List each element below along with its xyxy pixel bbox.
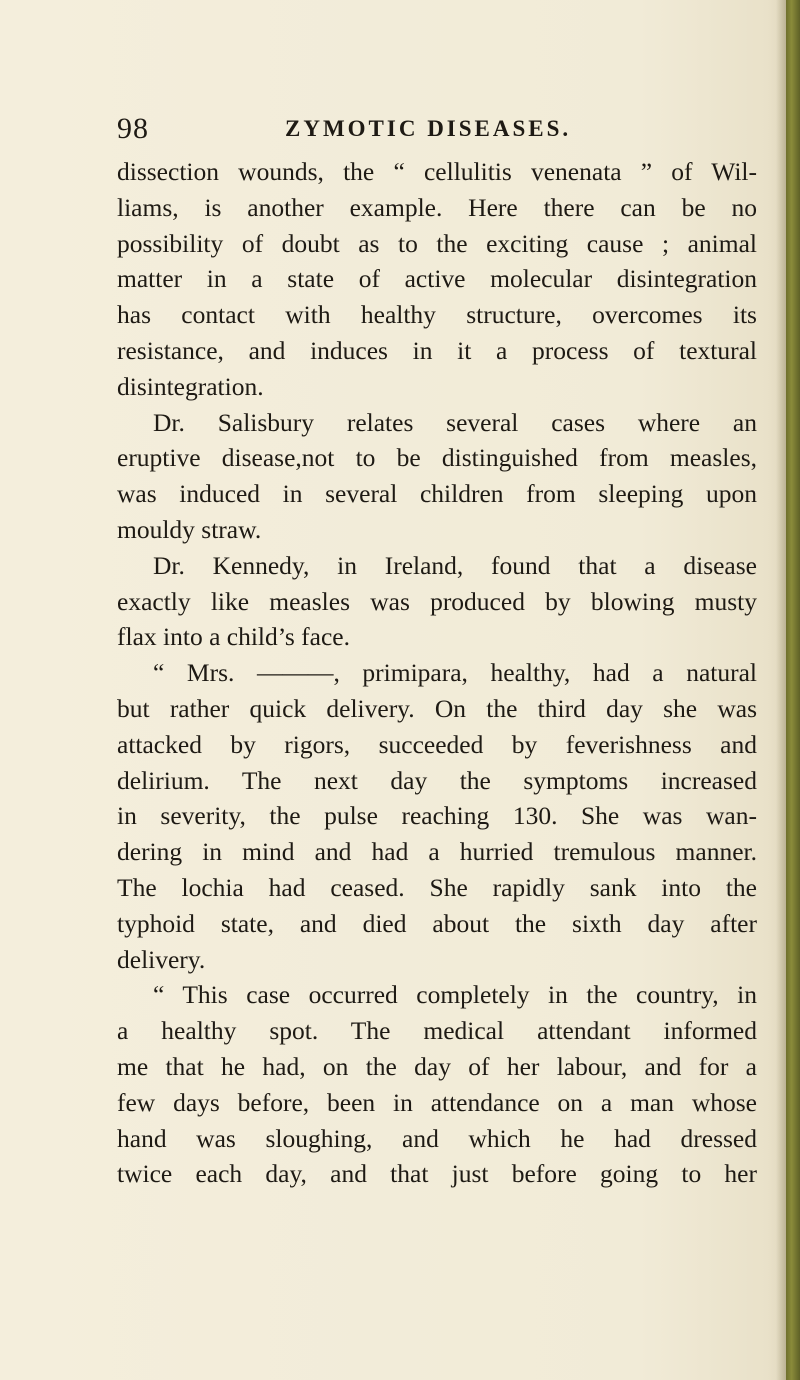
page-header: [117, 112, 757, 152]
text-line: eruptive disease,not to be distinguished from measles,: [117, 443, 757, 473]
text-line: “ This case occurred completely in the country, in: [153, 980, 757, 1010]
text-line: was induced in several children from sleeping upon: [117, 479, 757, 509]
text-line: dering in mind and had a hurried tremulous manner.: [117, 837, 757, 867]
text-line: liams, is another example. Here there can be no: [117, 192, 757, 222]
page-shadow: [776, 0, 786, 1380]
text-line: dissection wounds, the “ cellulitis venenata ” of Wil-: [117, 157, 757, 186]
text-line: few days before, been in attendance on a man whose: [117, 1087, 757, 1117]
text-line: The lochia had ceased. She rapidly sank into the: [117, 872, 757, 902]
text-line: disintegration.: [117, 371, 264, 401]
text-line: has contact with healthy structure, overcomes its: [117, 300, 757, 330]
text-line: a healthy spot. The medical attendant informed: [117, 1016, 757, 1046]
text-line: attacked by rigors, succeeded by feverishness and: [117, 729, 757, 759]
text-line: possibility of doubt as to the exciting cause ; animal: [117, 228, 757, 258]
text-line: exactly like measles was produced by blowing musty: [117, 586, 757, 616]
running-head: ZYMOTIC DISEASES.: [285, 116, 572, 141]
text-line: flax into a child’s face.: [117, 622, 350, 652]
text-line: mouldy straw.: [117, 514, 262, 544]
text-line: “ Mrs. ———, primipara, healthy, had a natural: [153, 658, 757, 688]
text-line: matter in a state of active molecular disintegration: [117, 264, 757, 294]
text-line: but rather quick delivery. On the third day she was: [117, 693, 757, 723]
text-line: Dr. Kennedy, in Ireland, found that a disease: [153, 550, 757, 580]
text-line: delirium. The next day the symptoms increased: [117, 765, 757, 795]
body-text: [117, 154, 757, 1192]
text-line: Dr. Salisbury relates several cases where an: [153, 407, 757, 437]
text-line: delivery.: [117, 944, 206, 974]
page-number: 98: [117, 112, 149, 145]
text-line: typhoid state, and died about the sixth day after: [117, 908, 757, 938]
text-line: hand was sloughing, and which he had dressed: [117, 1123, 757, 1153]
book-edge: [786, 0, 800, 1380]
text-line: in severity, the pulse reaching 130. She was wan-: [117, 801, 757, 831]
text-line: me that he had, on the day of her labour, and for a: [117, 1051, 757, 1081]
text-line: resistance, and induces in it a process of textural: [117, 335, 757, 365]
text-line: twice each day, and that just before going to her: [117, 1159, 757, 1189]
